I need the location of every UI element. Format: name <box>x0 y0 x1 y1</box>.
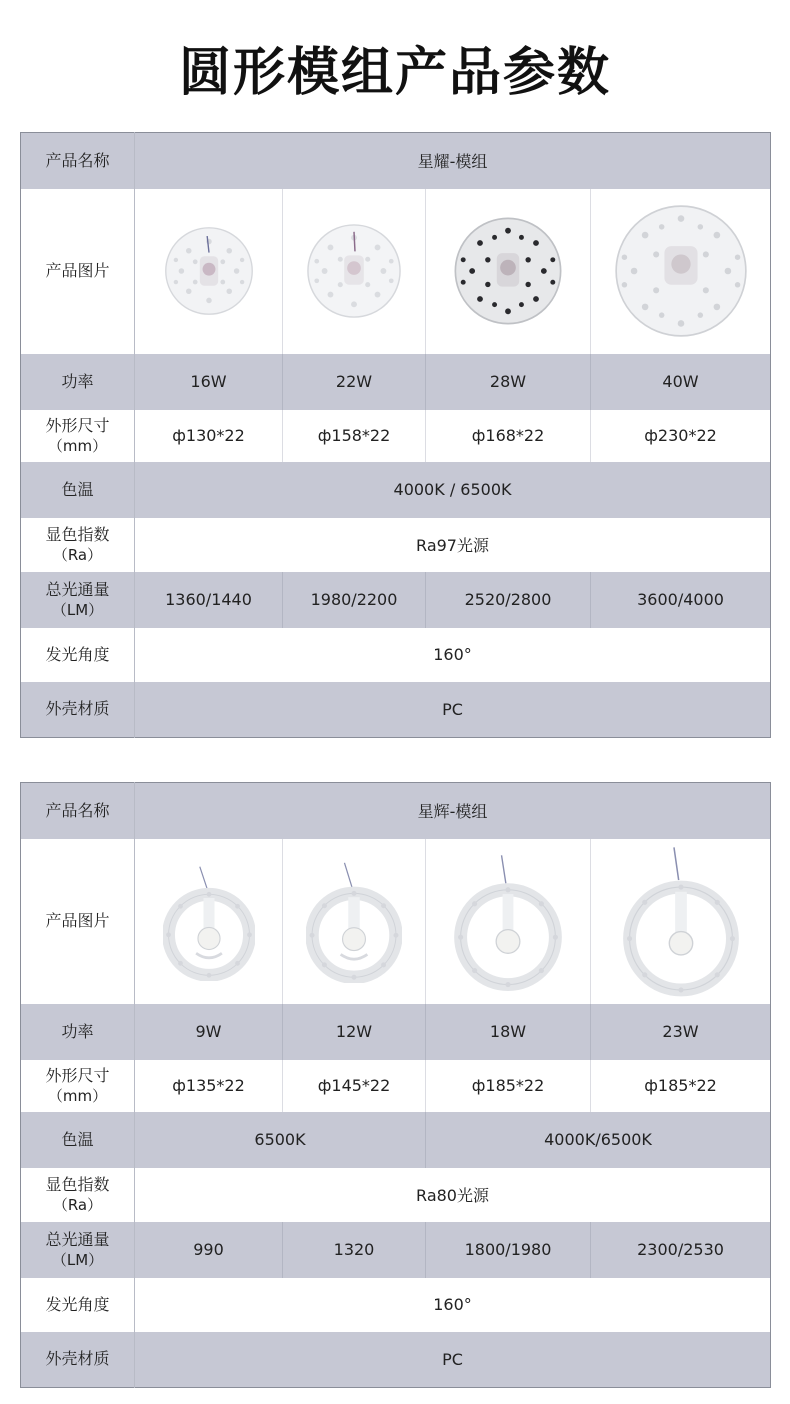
row-product-name <box>21 133 771 189</box>
spec-table-xinghui <box>20 782 771 1388</box>
label-angle: 发光角度 <box>21 1278 135 1332</box>
row-cct <box>21 1112 771 1168</box>
row-size <box>21 1060 771 1112</box>
product-name: 星耀-模组 <box>135 133 771 189</box>
size-value: ф130*22 <box>135 410 283 462</box>
round-led-module-icon <box>452 215 564 327</box>
label-power: 功率 <box>21 354 135 410</box>
row-cri <box>21 518 771 572</box>
row-cct <box>21 462 771 518</box>
label-flux <box>21 1222 135 1278</box>
flux-value: 1360/1440 <box>135 572 283 628</box>
product-image-40w <box>591 189 771 354</box>
label-size-unit: （mm） <box>47 436 108 455</box>
product-image-12w <box>283 839 426 1004</box>
label-size <box>21 410 135 462</box>
product-image-9w <box>135 839 283 1004</box>
label-flux-unit: （LM） <box>51 600 104 619</box>
ring-led-module-icon <box>306 859 402 983</box>
label-cct: 色温 <box>21 1112 135 1168</box>
spec-table-xingyao <box>20 132 771 738</box>
round-led-module-icon <box>305 222 403 320</box>
power-value: 16W <box>135 354 283 410</box>
angle-value: 160° <box>135 1278 771 1332</box>
power-value: 28W <box>426 354 591 410</box>
product-image-16w <box>135 189 283 354</box>
size-value: ф185*22 <box>426 1060 591 1112</box>
label-flux <box>21 572 135 628</box>
power-value: 40W <box>591 354 771 410</box>
size-value: ф158*22 <box>283 410 426 462</box>
label-product-image: 产品图片 <box>21 189 135 354</box>
product-image-18w <box>426 839 591 1004</box>
label-cct: 色温 <box>21 462 135 518</box>
row-angle <box>21 1278 771 1332</box>
label-flux-text: 总光通量 <box>45 1229 110 1249</box>
label-size-unit: （mm） <box>47 1086 108 1105</box>
round-led-module-icon <box>612 202 750 340</box>
label-size-text: 外形尺寸 <box>45 1065 110 1085</box>
cct-value: 4000K / 6500K <box>135 462 771 518</box>
flux-value: 2300/2530 <box>591 1222 771 1278</box>
label-cri-text: 显色指数 <box>45 524 110 544</box>
row-housing <box>21 682 771 738</box>
power-value: 23W <box>591 1004 771 1060</box>
ring-led-module-icon <box>619 845 743 997</box>
label-cri-text: 显色指数 <box>45 1174 110 1194</box>
power-value: 12W <box>283 1004 426 1060</box>
row-angle <box>21 628 771 682</box>
product-image-28w <box>426 189 591 354</box>
label-angle: 发光角度 <box>21 628 135 682</box>
ring-led-module-icon <box>163 861 255 981</box>
label-housing: 外壳材质 <box>21 682 135 738</box>
cct-value: 6500K <box>135 1112 426 1168</box>
size-value: ф145*22 <box>283 1060 426 1112</box>
label-cri-unit: （Ra） <box>52 545 103 564</box>
housing-value: PC <box>135 1332 771 1388</box>
row-product-name <box>21 783 771 839</box>
housing-value: PC <box>135 682 771 738</box>
row-power <box>21 354 771 410</box>
row-product-image <box>21 839 771 1004</box>
power-value: 22W <box>283 354 426 410</box>
label-product-name: 产品名称 <box>21 133 135 189</box>
cri-value: Ra97光源 <box>135 518 771 572</box>
product-image-22w <box>283 189 426 354</box>
flux-value: 2520/2800 <box>426 572 591 628</box>
product-image-23w <box>591 839 771 1004</box>
label-power: 功率 <box>21 1004 135 1060</box>
cri-value: Ra80光源 <box>135 1168 771 1222</box>
label-flux-unit: （LM） <box>51 1250 104 1269</box>
label-size-text: 外形尺寸 <box>45 415 110 435</box>
size-value: ф168*22 <box>426 410 591 462</box>
row-flux <box>21 572 771 628</box>
label-housing: 外壳材质 <box>21 1332 135 1388</box>
round-led-module-icon <box>163 225 255 317</box>
row-flux <box>21 1222 771 1278</box>
size-value: ф135*22 <box>135 1060 283 1112</box>
row-cri <box>21 1168 771 1222</box>
label-flux-text: 总光通量 <box>45 579 110 599</box>
flux-value: 3600/4000 <box>591 572 771 628</box>
power-value: 18W <box>426 1004 591 1060</box>
flux-value: 990 <box>135 1222 283 1278</box>
row-size <box>21 410 771 462</box>
size-value: ф230*22 <box>591 410 771 462</box>
label-product-name: 产品名称 <box>21 783 135 839</box>
label-cri-unit: （Ra） <box>52 1195 103 1214</box>
label-cri <box>21 1168 135 1222</box>
flux-value: 1320 <box>283 1222 426 1278</box>
row-power <box>21 1004 771 1060</box>
power-value: 9W <box>135 1004 283 1060</box>
label-size <box>21 1060 135 1112</box>
flux-value: 1980/2200 <box>283 572 426 628</box>
product-name: 星辉-模组 <box>135 783 771 839</box>
cct-value: 4000K/6500K <box>426 1112 771 1168</box>
row-product-image <box>21 189 771 354</box>
label-cri <box>21 518 135 572</box>
angle-value: 160° <box>135 628 771 682</box>
row-housing <box>21 1332 771 1388</box>
flux-value: 1800/1980 <box>426 1222 591 1278</box>
label-product-image: 产品图片 <box>21 839 135 1004</box>
size-value: ф185*22 <box>591 1060 771 1112</box>
page-title: 圆形模组产品参数 <box>178 43 611 103</box>
ring-led-module-icon <box>452 851 564 991</box>
